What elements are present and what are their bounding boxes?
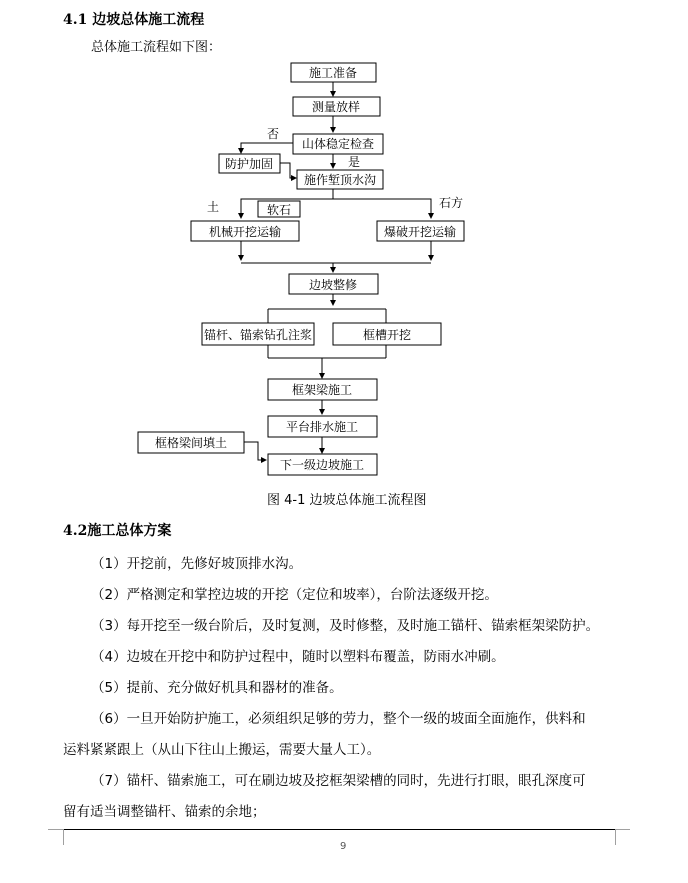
list-item: （4）边坡在开挖中和防护过程中，随时以塑料布覆盖，防雨水冲刷。 <box>91 649 505 665</box>
label-stone: 石方 <box>438 196 464 210</box>
margin-corner-right <box>615 829 616 845</box>
label-trench: 框槽开挖 <box>362 328 412 342</box>
label-reinforce: 防护加固 <box>224 157 274 171</box>
margin-corner-left-h <box>48 829 63 830</box>
label-soft-rock: 软石 <box>266 203 292 217</box>
label-no: 否 <box>266 127 280 141</box>
page-number: 9 <box>340 841 347 852</box>
label-platform-drain: 平台排水施工 <box>285 420 359 434</box>
list-item: （6）一旦开始防护施工，必须组织足够的劳力，整个一级的坡面全面施作，供料和 <box>91 711 586 727</box>
list-item: 运料紧紧跟上（从山下往山上搬运，需要大量人工）。 <box>63 742 381 758</box>
footer-divider <box>55 829 615 830</box>
label-soil: 土 <box>206 200 220 214</box>
label-backfill: 框格梁间填土 <box>154 436 228 450</box>
label-mechanical: 机械开挖运输 <box>208 225 282 239</box>
label-stability-check: 山体稳定检查 <box>301 137 375 151</box>
margin-corner-right-h <box>615 829 630 830</box>
list-item: （7）锚杆、锚索施工，可在刷边坡及挖框架梁槽的同时，先进行打眼，眼孔深度可 <box>91 773 586 789</box>
section-heading-4-2: 4.2施工总体方案 <box>63 523 172 539</box>
list-item: （1）开挖前，先修好坡顶排水沟。 <box>91 556 303 572</box>
label-drain: 施作堑顶水沟 <box>303 173 377 187</box>
list-item: （3）每开挖至一级台阶后，及时复测，及时修整，及时施工锚杆、锚索框架梁防护。 <box>91 618 600 634</box>
label-blasting: 爆破开挖运输 <box>383 225 457 239</box>
label-anchor-grout: 锚杆、锚索钻孔注浆 <box>203 328 313 342</box>
list-item: 留有适当调整锚杆、锚索的余地； <box>63 804 266 820</box>
figure-caption: 图 4-1 边坡总体施工流程图 <box>267 493 427 508</box>
label-prepare: 施工准备 <box>308 66 358 80</box>
margin-corner-left <box>63 829 64 845</box>
list-item: （5）提前、充分做好机具和器材的准备。 <box>91 680 343 696</box>
label-frame-beam: 框架梁施工 <box>291 383 353 397</box>
list-item: （2）严格测定和掌控边坡的开挖（定位和坡率），台阶法逐级开挖。 <box>91 587 498 603</box>
section-heading-4-1: 4.1 边坡总体施工流程 <box>63 12 205 28</box>
label-yes: 是 <box>347 155 361 169</box>
label-next-level: 下一级边坡施工 <box>279 458 365 472</box>
label-trim: 边坡整修 <box>308 278 358 292</box>
label-survey: 测量放样 <box>311 100 361 114</box>
intro-text: 总体施工流程如下图： <box>91 40 222 55</box>
